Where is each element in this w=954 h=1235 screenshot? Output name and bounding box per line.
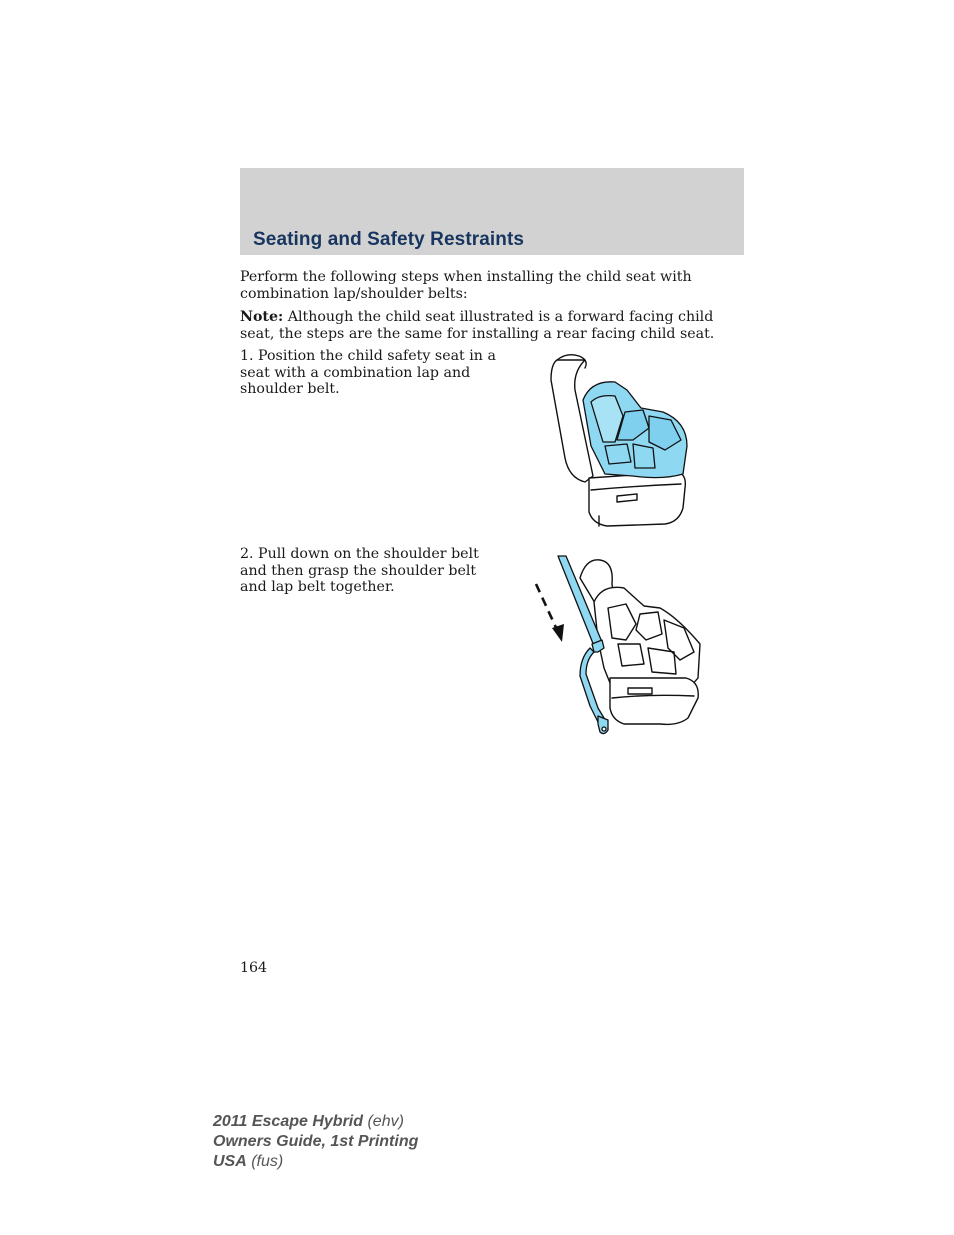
step-2-text: 2. Pull down on the shoulder belt and then grasp the shoulder belt and lap belt together. (240, 546, 479, 595)
footer-market-code: (fus) (246, 1153, 284, 1170)
child-seat-in-vehicle-seat-illustration (545, 350, 695, 530)
footer-line-2 (213, 1132, 418, 1152)
note-text: Although the child seat illustrated is a forward facing child seat, the steps are the same for installing a rear facing child seat. (240, 309, 715, 342)
document-footer (213, 1112, 418, 1172)
section-title: Seating and Safety Restraints (253, 229, 525, 250)
footer-line-3 (213, 1152, 418, 1172)
note-paragraph (240, 309, 740, 342)
footer-market: USA (213, 1153, 247, 1170)
pull-shoulder-belt-illustration (528, 548, 706, 738)
page-number: 164 (240, 960, 268, 976)
section-header-band (240, 168, 744, 255)
pull-down-arrow-icon (536, 584, 564, 642)
step-1-text: 1. Position the child safety seat in a seat with a combination lap and shoulder belt. (240, 348, 496, 397)
footer-model: 2011 Escape Hybrid (213, 1113, 364, 1130)
footer-printing: Owners Guide, 1st Printing (213, 1133, 419, 1150)
intro-paragraph: Perform the following steps when installing the child seat with combination lap/shoulder belts: (240, 269, 692, 302)
footer-model-code: (ehv) (363, 1113, 404, 1130)
footer-line-1 (213, 1112, 418, 1132)
note-label: Note: (240, 309, 284, 325)
